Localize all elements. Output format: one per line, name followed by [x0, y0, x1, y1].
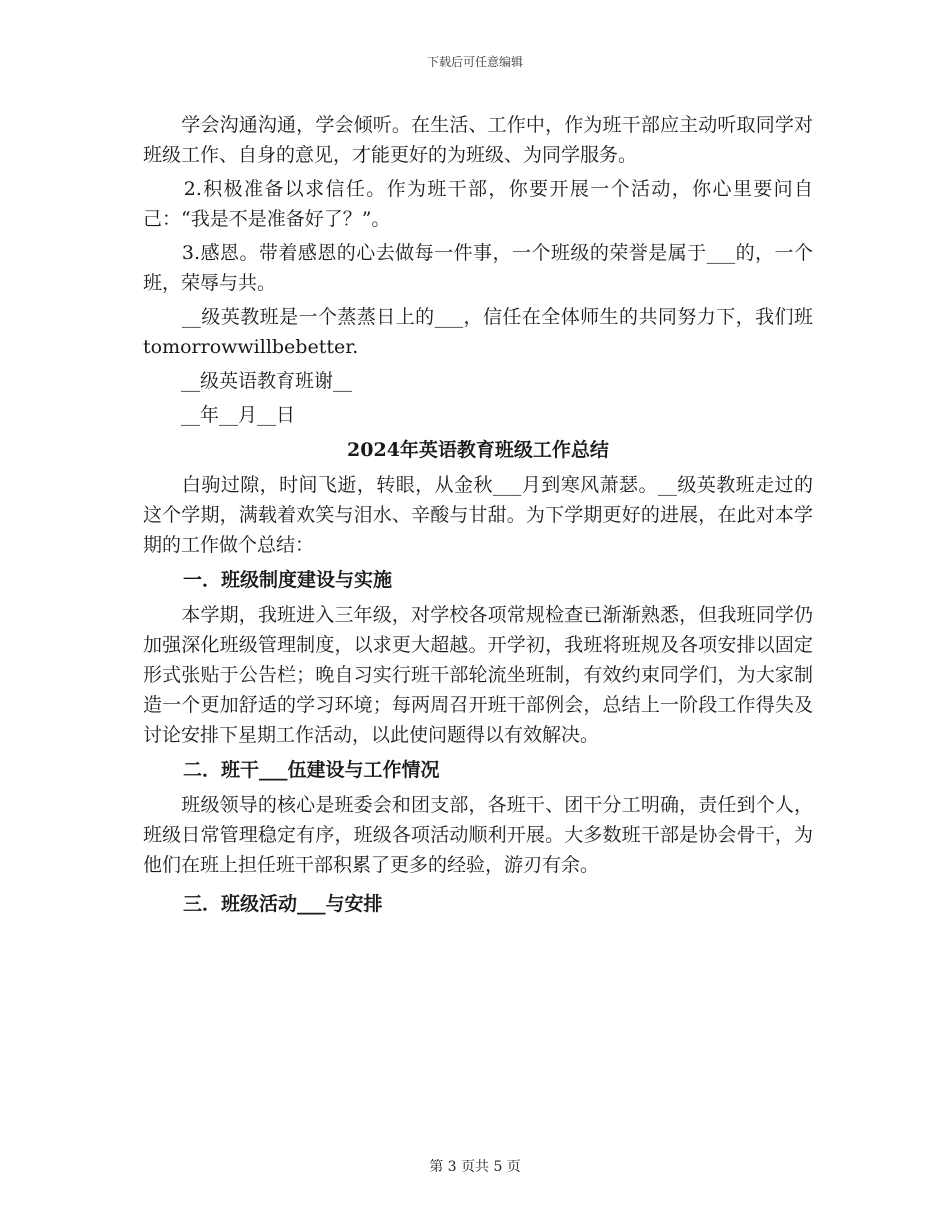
intro-paragraph: 白驹过隙，时间飞逝，转眼，从金秋___月到寒风萧瑟。__级英教班走过的这个学期，满载着欢笑与泪水、辛酸与甘甜。为下学期更好的进展，在此对本学期的工作做个总结：	[143, 474, 813, 556]
section-heading-1: 一．班级制度建设与实施	[183, 569, 393, 591]
paragraph: 3.感恩。带着感恩的心去做每一件事，一个班级的荣誉是属于___的，一个班，荣辱与共。	[143, 242, 813, 294]
section-body-2: 班级领导的核心是班委会和团支部，各班干、团干分工明确，责任到个人，班级日常管理稳定有序，班级各项活动顺利开展。大多数班干部是协会骨干，为他们在班上担任班干部积累了更多的经验，游刃有余。	[143, 794, 813, 876]
section-heading-3: 三．班级活动___与安排	[183, 893, 383, 915]
section-body-1: 本学期，我班进入三年级，对学校各项常规检查已渐渐熟悉，但我班同学仍加强深化班级管理制度，以求更大超越。开学初，我班将班规及各项安排以固定形式张贴于公告栏；晚自习实行班干部轮流坐班制，有效约束同学们，为大家制造一个更加舒适的学习环境；每两周召开班干部例会，总结上一阶段工作得失及讨论安排下星期工作活动，以此使问题得以有效解决。	[143, 604, 813, 746]
paragraph: __级英教班是一个蒸蒸日上的___，信任在全体师生的共同努力下，我们班 tomorrowwillbebetter.	[143, 306, 813, 358]
section-heading-2: 二．班干___伍建设与工作情况	[183, 759, 440, 781]
document-body	[143, 110, 813, 920]
signature-line: __级英语教育班谢__	[143, 370, 353, 392]
paragraph: 学会沟通沟通，学会倾听。在生活、工作中，作为班干部应主动听取同学对班级工作、自身的意见，才能更好的为班级、为同学服务。	[143, 114, 813, 166]
page-header: 下载后可任意编辑	[426, 55, 523, 69]
document-title: 2024年英语教育班级工作总结	[347, 439, 609, 461]
paragraph: 2.积极准备以求信任。作为班干部，你要开展一个活动，你心里要问自己：“我是不是准备好了？”。	[143, 178, 813, 230]
page-footer: 第 3 页共 5 页	[429, 1159, 521, 1175]
date-line: __年__月__日	[143, 404, 296, 426]
